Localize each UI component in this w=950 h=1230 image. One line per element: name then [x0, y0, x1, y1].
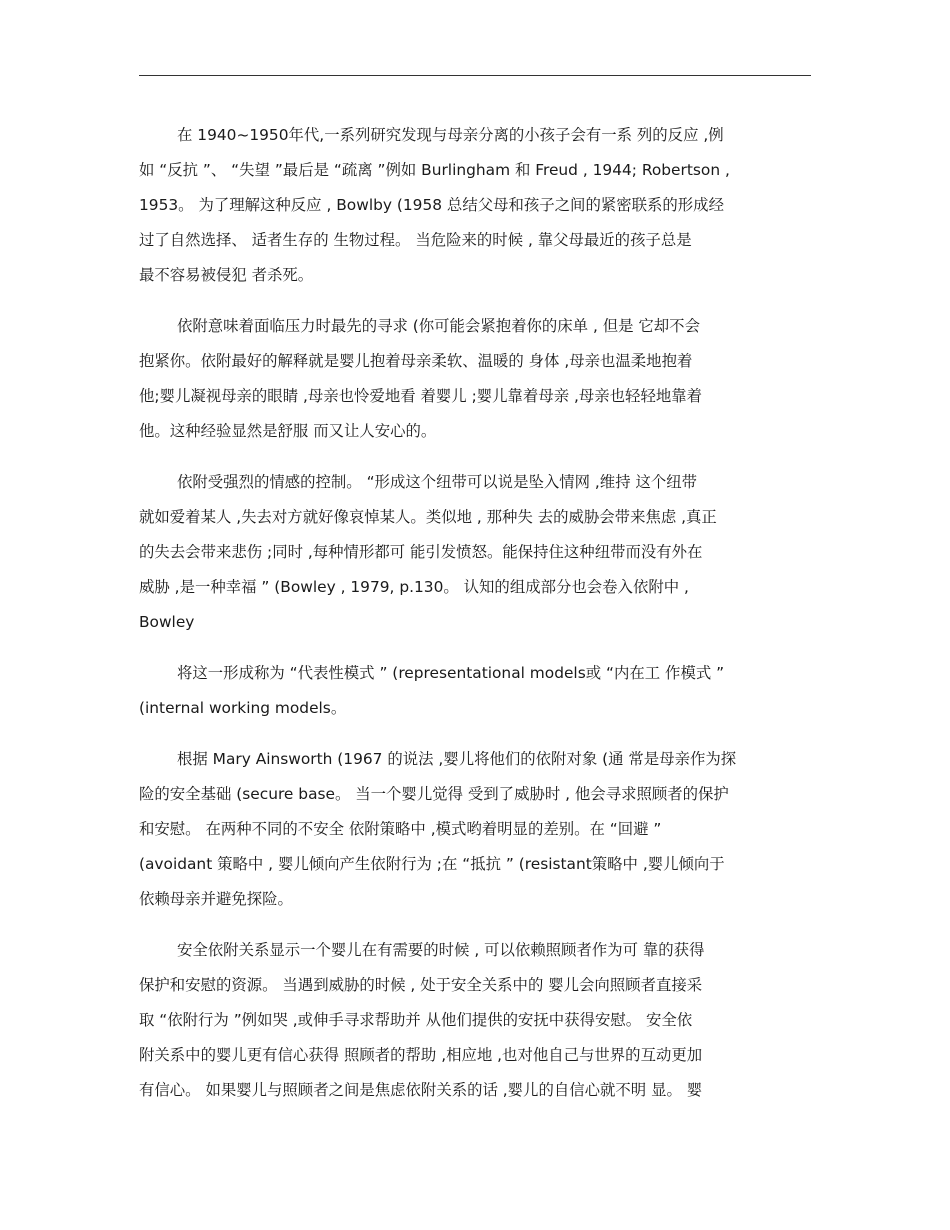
text-line: 附关系中的婴儿更有信心获得 照顾者的帮助 ,相应地 ,也对他自己与世界的互动更加 — [139, 1046, 703, 1064]
paragraph — [139, 933, 819, 1108]
text-line: 安全依附关系显示一个婴儿在有需要的时候 , 可以依赖照顾者作为可 靠的获得 — [177, 941, 705, 959]
text-line: 就如爱着某人 ,失去对方就好像哀悼某人。类似地 , 那种失 去的威胁会带来焦虑 ,真正 — [139, 508, 717, 526]
header-rule — [139, 75, 811, 76]
text-line: 根据 Mary Ainsworth (1967 的说法 ,婴儿将他们的依附对象 (通 常是母亲作为探 — [177, 750, 737, 768]
text-line: 和安慰。 在两种不同的不安全 依附策略中 ,模式哟着明显的差别。在 “回避 ” — [139, 820, 662, 838]
text-line: 最不容易被侵犯 者杀死。 — [139, 266, 314, 284]
text-line: Bowley — [139, 613, 195, 631]
text-line: 将这一形成称为 “代表性模式 ” (representational models或 “内在工 作模式 ” — [177, 664, 725, 682]
paragraph — [139, 656, 819, 726]
text-line: 他;婴儿凝视母亲的眼睛 ,母亲也怜爱地看 着婴儿 ;婴儿靠着母亲 ,母亲也轻轻地靠着 — [139, 387, 703, 405]
text-line: 1953。 为了理解这种反应 , Bowlby (1958 总结父母和孩子之间的紧密联系的形成经 — [139, 196, 724, 214]
paragraph — [139, 118, 819, 293]
text-line: 在 1940~1950年代,一系列研究发现与母亲分离的小孩子会有一系 列的反应 ,例 — [177, 126, 724, 144]
text-line: 过了自然选择、 适者生存的 生物过程。 当危险来的时候 , 靠父母最近的孩子总是 — [139, 231, 692, 249]
text-line: 取 “依附行为 ”例如哭 ,或伸手寻求帮助并 从他们提供的安抚中获得安慰。 安全依 — [139, 1011, 693, 1029]
text-line: (internal working models。 — [139, 699, 347, 717]
paragraph — [139, 742, 819, 917]
text-line: 如 “反抗 ”、 “失望 ”最后是 “疏离 ”例如 Burlingham 和 Freud , 1944; Robertson , — [139, 161, 730, 179]
text-line: (avoidant 策略中 , 婴儿倾向产生依附行为 ;在 “抵抗 ” (resistant策略中 ,婴儿倾向于 — [139, 855, 725, 873]
document-body — [139, 118, 819, 1124]
text-line: 威胁 ,是一种幸福 ” (Bowley , 1979, p.130。 认知的组成部分也会卷入依附中 , — [139, 578, 689, 596]
text-line: 依赖母亲并避免探险。 — [139, 890, 293, 908]
text-line: 有信心。 如果婴儿与照顾者之间是焦虑依附关系的话 ,婴儿的自信心就不明 显。 婴 — [139, 1081, 703, 1099]
text-line: 保护和安慰的资源。 当遇到威胁的时候 , 处于安全关系中的 婴儿会向照顾者直接采 — [139, 976, 703, 994]
text-line: 依附意味着面临压力时最先的寻求 (你可能会紧抱着你的床单 , 但是 它却不会 — [177, 317, 700, 335]
paragraph — [139, 465, 819, 640]
text-line: 抱紧你。依附最好的解释就是婴儿抱着母亲柔软、温暖的 身体 ,母亲也温柔地抱着 — [139, 352, 693, 370]
text-line: 依附受强烈的情感的控制。 “形成这个纽带可以说是坠入情网 ,维持 这个纽带 — [177, 473, 698, 491]
text-line: 他。这种经验显然是舒服 而又让人安心的。 — [139, 422, 437, 440]
text-line: 险的安全基础 (secure base。 当一个婴儿觉得 受到了威胁时 , 他会寻求照顾者的保护 — [139, 785, 729, 803]
paragraph — [139, 309, 819, 449]
text-line: 的失去会带来悲伤 ;同时 ,每种情形都可 能引发愤怒。能保持住这种纽带而没有外在 — [139, 543, 703, 561]
